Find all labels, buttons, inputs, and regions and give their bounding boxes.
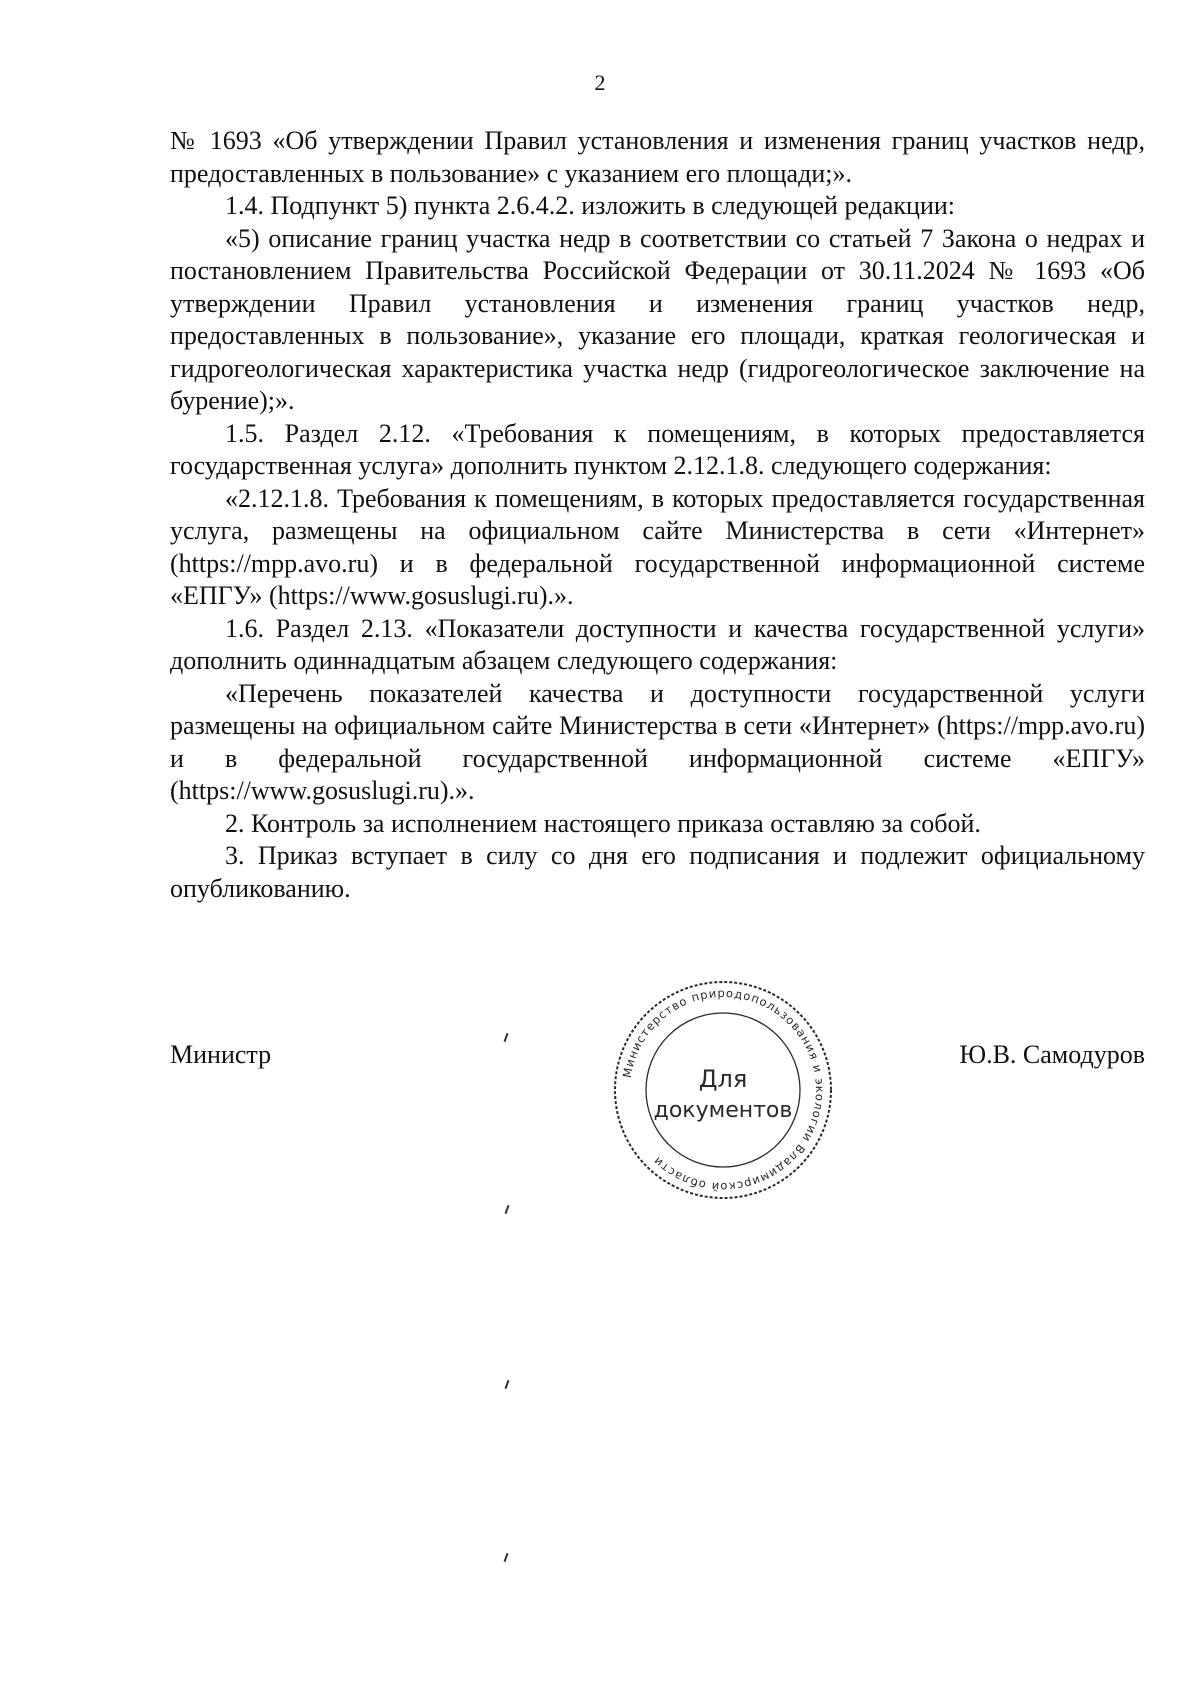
paragraph: № 1693 «Об утверждении Правил установления и изменения границ участков недр, предоставленных в пользование» с указанием его площади;».	[170, 126, 1145, 188]
paragraph: 3. Приказ вступает в силу со дня его подписания и подлежит официальному опубликованию.	[170, 841, 1145, 903]
scan-artifact	[505, 1205, 510, 1214]
paragraph: 1.4. Подпункт 5) пункта 2.6.4.2. изложить в следующей редакции:	[225, 191, 956, 220]
stamp-ring-text: Министерство природопользования и экологии Владимирской области	[619, 985, 828, 1195]
paragraph: 1.5. Раздел 2.12. «Требования к помещениям, в которых предоставляется государственная услуга» дополнить пунктом 2.12.1.8. следующего содержания:	[170, 418, 1145, 480]
signer-position: Министр	[170, 1040, 272, 1069]
document-body	[170, 125, 1145, 905]
paragraph: «Перечень показателей качества и доступности государственной услуги размещены на официальном сайте Министерства в сети «Интернет» (https://mpp.avo.ru) и в федеральной государственной информационной системе «ЕПГУ» (https://www.gosuslugi.ru).».	[170, 678, 1145, 805]
stamp-center-line-2: документов	[653, 1098, 793, 1123]
scan-artifact	[505, 1380, 510, 1389]
paragraph: 1.6. Раздел 2.13. «Показатели доступности и качества государственной услуги» дополнить одиннадцатым абзацем следующего содержания:	[170, 613, 1145, 675]
official-stamp	[608, 975, 838, 1205]
paragraph: 2. Контроль за исполнением настоящего приказа оставляю за собой.	[225, 808, 981, 838]
stamp-center-line-1: Для	[698, 1065, 748, 1093]
signer-name: Ю.В. Самодуров	[959, 1040, 1145, 1069]
scan-artifact	[504, 1553, 509, 1562]
paragraph: «5) описание границ участка недр в соответствии со статьей 7 Закона о недрах и постановлением Правительства Российской Федерации от 30.11.2024 № 1693 «Об утверждении Правил установления и изменения границ участков недр, предоставленных в пользование», указание его площади, краткая геологическая и гидрогеологическая характеристика участка недр (гидрогеологическое заключение на бурение);».	[170, 223, 1145, 415]
page-number: 2	[594, 70, 606, 95]
paragraph: «2.12.1.8. Требования к помещениям, в которых предоставляется государственная услуга, размещены на официальном сайте Министерства в сети «Интернет» (https://mpp.avo.ru) и в федеральной государственной информационной системе «ЕПГУ» (https://www.gosuslugi.ru).».	[170, 483, 1145, 610]
